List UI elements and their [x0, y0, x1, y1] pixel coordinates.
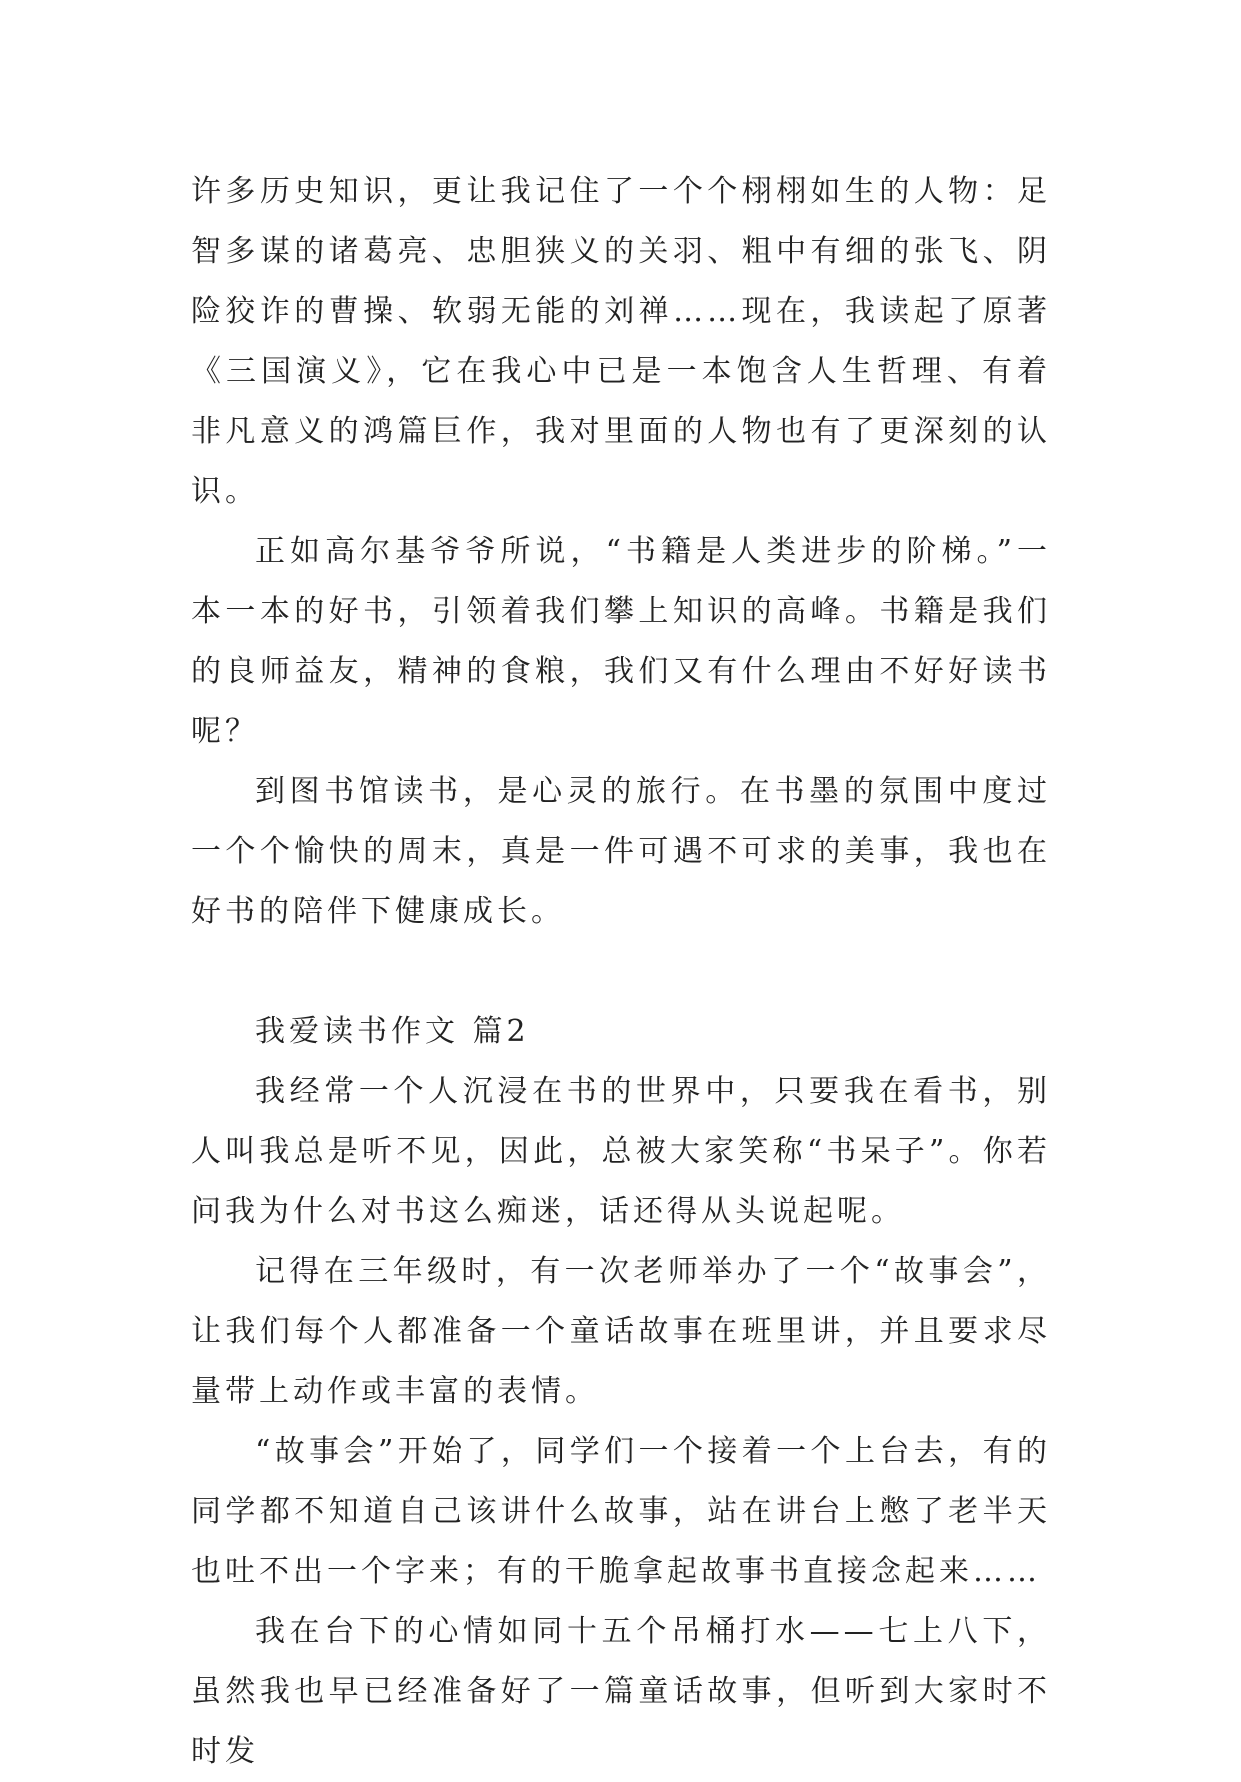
paragraph: 我经常一个人沉浸在书的世界中，只要我在看书，别人叫我总是听不见，因此，总被大家笑称“书呆子”。你若问我为什么对书这么痴迷，话还得从头说起呢。 [191, 1074, 1051, 1229]
paragraph: 正如高尔基爷爷所说，“书籍是人类进步的阶梯。”一本一本的好书，引领着我们攀上知识的高峰。书籍是我们的良师益友，精神的食粮，我们又有什么理由不好好读书呢？ [191, 534, 1051, 749]
paragraph: 记得在三年级时，有一次老师举办了一个“故事会”，让我们每个人都准备一个童话故事在班里讲，并且要求尽量带上动作或丰富的表情。 [191, 1254, 1051, 1409]
section-spacer [191, 942, 1051, 1002]
section-title: 我爱读书作文 篇2 [255, 1014, 530, 1049]
paragraph: 许多历史知识，更让我记住了一个个栩栩如生的人物：足智多谋的诸葛亮、忠胆狭义的关羽、粗中有细的张飞、阴险狡诈的曹操、软弱无能的刘禅……现在，我读起了原著《三国演义》，它在我心中已是一本饱含人生哲理、有着非凡意义的鸿篇巨作，我对里面的人物也有了更深刻的认识。 [191, 174, 1051, 509]
paragraph: 到图书馆读书，是心灵的旅行。在书墨的氛围中度过一个个愉快的周末，真是一件可遇不可求的美事，我也在好书的陪伴下健康成长。 [191, 774, 1051, 929]
document-body [191, 162, 1051, 1782]
paragraph: 我在台下的心情如同十五个吊桶打水——七上八下，虽然我也早已经准备好了一篇童话故事，但听到大家时不时发 [191, 1614, 1051, 1769]
paragraph: “故事会”开始了，同学们一个接着一个上台去，有的同学都不知道自己该讲什么故事，站在讲台上憋了老半天也吐不出一个字来；有的干脆拿起故事书直接念起来…… [191, 1434, 1051, 1589]
